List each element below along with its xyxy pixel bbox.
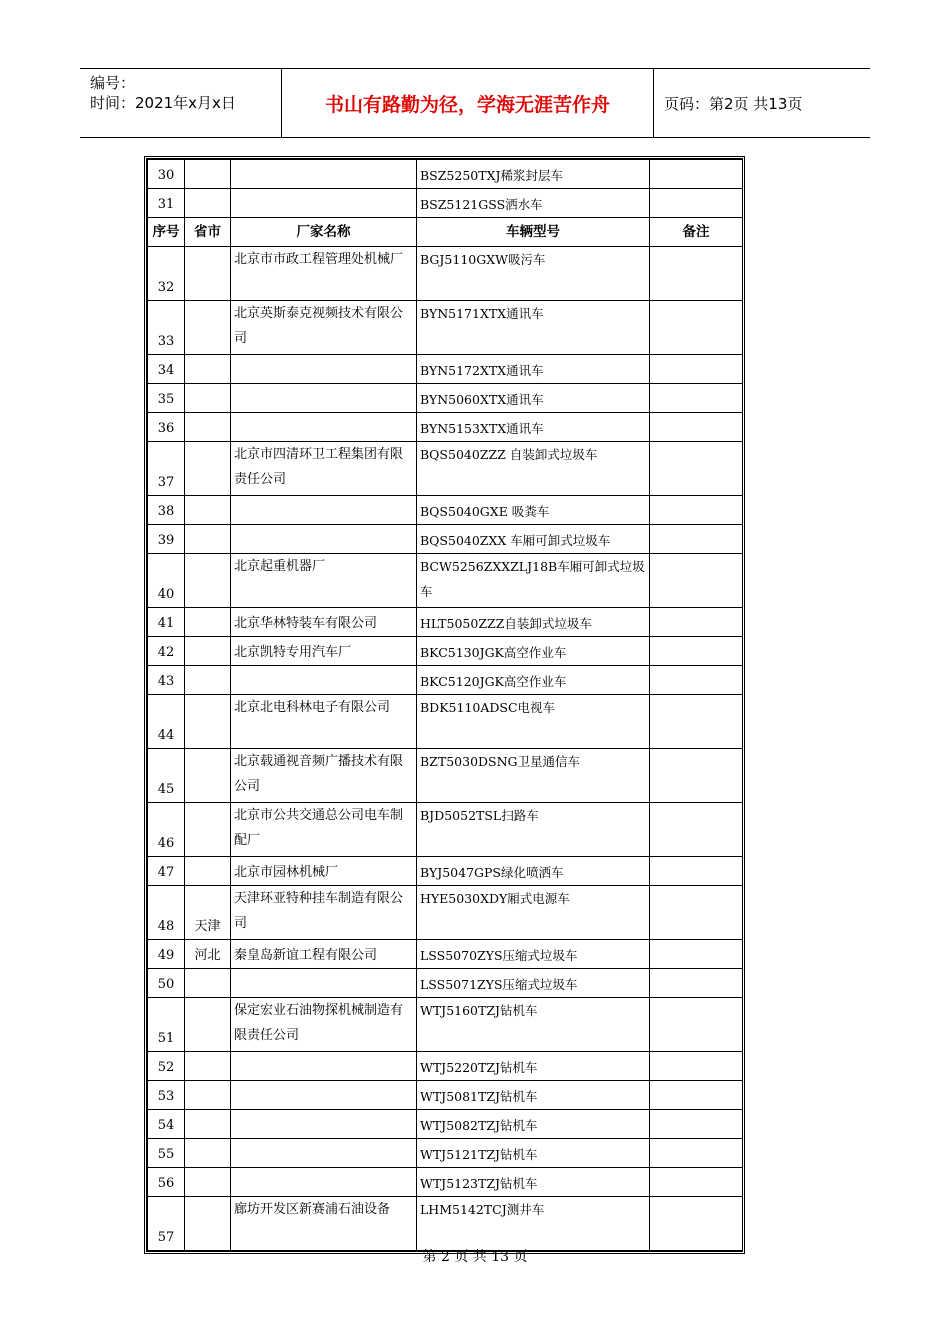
row-model: BSZ5250TXJ稀浆封层车: [417, 160, 650, 189]
row-model: BJD5052TSL扫路车: [417, 803, 650, 857]
row-note: [650, 969, 743, 998]
table-row: [148, 969, 743, 998]
row-model: BYN5171XTX通讯车: [417, 301, 650, 355]
table-row: [148, 608, 743, 637]
row-factory: 北京市公共交通总公司电车制配厂: [231, 803, 417, 857]
row-model: LHM5142TCJ测井车: [417, 1197, 650, 1251]
table-row: [148, 637, 743, 666]
table-row: [148, 525, 743, 554]
table-header-row: [148, 218, 743, 247]
row-province: [185, 749, 231, 803]
row-factory: [231, 969, 417, 998]
row-factory: [231, 1052, 417, 1081]
row-model: BSZ5121GSS洒水车: [417, 189, 650, 218]
row-province: [185, 301, 231, 355]
row-number: 36: [148, 413, 185, 442]
row-note: [650, 1168, 743, 1197]
row-number: 55: [148, 1139, 185, 1168]
row-factory: [231, 525, 417, 554]
row-factory: [231, 413, 417, 442]
row-number: 43: [148, 666, 185, 695]
row-number: 49: [148, 940, 185, 969]
row-number: 40: [148, 554, 185, 608]
row-model: WTJ5121TZJ钻机车: [417, 1139, 650, 1168]
row-province: [185, 1081, 231, 1110]
row-note: [650, 1110, 743, 1139]
row-factory: [231, 666, 417, 695]
row-factory: 北京华林特装车有限公司: [231, 608, 417, 637]
row-factory: 北京起重机器厂: [231, 554, 417, 608]
row-note: [650, 886, 743, 940]
table-body: [148, 160, 743, 1251]
row-number: 38: [148, 496, 185, 525]
row-note: [650, 247, 743, 301]
row-province: [185, 160, 231, 189]
table-row: [148, 554, 743, 608]
row-province: [185, 969, 231, 998]
row-model: BKC5130JGK高空作业车: [417, 637, 650, 666]
row-model: BDK5110ADSC电视车: [417, 695, 650, 749]
row-model: BQS5040ZXX 车厢可卸式垃圾车: [417, 525, 650, 554]
row-note: [650, 1139, 743, 1168]
row-number: 46: [148, 803, 185, 857]
row-number: 30: [148, 160, 185, 189]
column-header: 车辆型号: [417, 218, 650, 247]
row-model: WTJ5220TZJ钻机车: [417, 1052, 650, 1081]
row-province: [185, 189, 231, 218]
vehicle-table: [147, 159, 743, 1251]
row-note: [650, 189, 743, 218]
row-factory: [231, 384, 417, 413]
row-note: [650, 301, 743, 355]
row-factory: 北京市四清环卫工程集团有限责任公司: [231, 442, 417, 496]
row-number: 47: [148, 857, 185, 886]
page-header: [80, 68, 870, 138]
row-factory: 北京北电科林电子有限公司: [231, 695, 417, 749]
row-model: BYJ5047GPS绿化喷洒车: [417, 857, 650, 886]
vehicle-table-wrapper: [144, 156, 745, 1254]
row-number: 34: [148, 355, 185, 384]
row-note: [650, 442, 743, 496]
row-model: WTJ5123TZJ钻机车: [417, 1168, 650, 1197]
row-province: [185, 384, 231, 413]
table-row: [148, 1168, 743, 1197]
row-number: 41: [148, 608, 185, 637]
row-model: HLT5050ZZZ自装卸式垃圾车: [417, 608, 650, 637]
row-model: WTJ5160TZJ钻机车: [417, 998, 650, 1052]
header-meta: [80, 69, 282, 137]
row-model: LSS5071ZYS压缩式垃圾车: [417, 969, 650, 998]
table-row: [148, 1139, 743, 1168]
table-row: [148, 886, 743, 940]
table-row: [148, 998, 743, 1052]
row-note: [650, 695, 743, 749]
row-model: BYN5060XTX通讯车: [417, 384, 650, 413]
row-note: [650, 608, 743, 637]
row-province: [185, 637, 231, 666]
row-model: WTJ5081TZJ钻机车: [417, 1081, 650, 1110]
row-province: [185, 496, 231, 525]
row-province: [185, 413, 231, 442]
row-number: 35: [148, 384, 185, 413]
row-number: 48: [148, 886, 185, 940]
row-model: HYE5030XDY厢式电源车: [417, 886, 650, 940]
row-model: BQS5040GXE 吸粪车: [417, 496, 650, 525]
row-factory: [231, 189, 417, 218]
row-factory: 秦皇岛新谊工程有限公司: [231, 940, 417, 969]
table-row: [148, 189, 743, 218]
table-row: [148, 1197, 743, 1251]
row-note: [650, 857, 743, 886]
row-province: [185, 1052, 231, 1081]
row-note: [650, 1197, 743, 1251]
row-model: BZT5030DSNG卫星通信车: [417, 749, 650, 803]
row-number: 50: [148, 969, 185, 998]
row-note: [650, 1052, 743, 1081]
row-factory: 保定宏业石油物探机械制造有限责任公司: [231, 998, 417, 1052]
row-factory: [231, 1168, 417, 1197]
row-number: 53: [148, 1081, 185, 1110]
row-model: BCW5256ZXXZLJ18B车厢可卸式垃圾车: [417, 554, 650, 608]
row-note: [650, 355, 743, 384]
row-province: [185, 554, 231, 608]
header-page-info: 页码：第2页 共13页: [664, 94, 803, 113]
row-note: [650, 160, 743, 189]
row-province: 河北: [185, 940, 231, 969]
row-note: [650, 384, 743, 413]
row-factory: [231, 160, 417, 189]
header-motto: 书山有路勤为径，学海无涯苦作舟: [282, 69, 654, 137]
code-label: 编号：: [90, 74, 136, 92]
row-factory: 北京载通视音频广播技术有限公司: [231, 749, 417, 803]
row-factory: 北京市园林机械厂: [231, 857, 417, 886]
row-factory: [231, 1081, 417, 1110]
row-factory: [231, 496, 417, 525]
row-number: 54: [148, 1110, 185, 1139]
row-model: BKC5120JGK高空作业车: [417, 666, 650, 695]
row-factory: 廊坊开发区新赛浦石油设备: [231, 1197, 417, 1251]
row-province: [185, 1110, 231, 1139]
row-province: [185, 998, 231, 1052]
row-note: [650, 1081, 743, 1110]
row-factory: 北京市市政工程管理处机械厂: [231, 247, 417, 301]
row-province: [185, 695, 231, 749]
table-row: [148, 803, 743, 857]
table-row: [148, 1110, 743, 1139]
row-model: BYN5153XTX通讯车: [417, 413, 650, 442]
row-note: [650, 803, 743, 857]
row-number: 45: [148, 749, 185, 803]
column-header: 备注: [650, 218, 743, 247]
row-province: [185, 247, 231, 301]
row-note: [650, 637, 743, 666]
column-header: 省市: [185, 218, 231, 247]
row-factory: 天津环亚特种挂车制造有限公司: [231, 886, 417, 940]
row-number: 44: [148, 695, 185, 749]
row-province: [185, 1168, 231, 1197]
table-row: [148, 160, 743, 189]
table-row: [148, 1081, 743, 1110]
row-number: 37: [148, 442, 185, 496]
table-row: [148, 247, 743, 301]
row-model: LSS5070ZYS压缩式垃圾车: [417, 940, 650, 969]
row-note: [650, 525, 743, 554]
row-note: [650, 940, 743, 969]
row-province: [185, 803, 231, 857]
row-province: [185, 1139, 231, 1168]
row-number: 42: [148, 637, 185, 666]
table-row: [148, 666, 743, 695]
table-row: [148, 857, 743, 886]
table-row: [148, 301, 743, 355]
column-header: 厂家名称: [231, 218, 417, 247]
row-note: [650, 749, 743, 803]
row-province: [185, 608, 231, 637]
page-footer: 第 2 页 共 13 页: [422, 1249, 528, 1265]
table-row: [148, 1052, 743, 1081]
row-factory: [231, 355, 417, 384]
row-note: [650, 666, 743, 695]
row-number: 57: [148, 1197, 185, 1251]
table-row: [148, 940, 743, 969]
table-row: [148, 496, 743, 525]
row-province: [185, 666, 231, 695]
row-province: [185, 857, 231, 886]
row-factory: 北京英斯泰克视频技术有限公司: [231, 301, 417, 355]
row-province: [185, 1197, 231, 1251]
row-number: 52: [148, 1052, 185, 1081]
row-model: BYN5172XTX通讯车: [417, 355, 650, 384]
row-model: BGJ5110GXW吸污车: [417, 247, 650, 301]
row-province: [185, 355, 231, 384]
row-note: [650, 998, 743, 1052]
row-model: BQS5040ZZZ 自装卸式垃圾车: [417, 442, 650, 496]
row-note: [650, 496, 743, 525]
table-row: [148, 384, 743, 413]
row-factory: 北京凯特专用汽车厂: [231, 637, 417, 666]
row-number: 33: [148, 301, 185, 355]
row-province: [185, 442, 231, 496]
row-number: 39: [148, 525, 185, 554]
row-number: 56: [148, 1168, 185, 1197]
table-row: [148, 355, 743, 384]
row-factory: [231, 1110, 417, 1139]
table-row: [148, 442, 743, 496]
row-province: 天津: [185, 886, 231, 940]
row-province: [185, 525, 231, 554]
row-number: 32: [148, 247, 185, 301]
row-factory: [231, 1139, 417, 1168]
table-row: [148, 749, 743, 803]
row-number: 51: [148, 998, 185, 1052]
row-number: 31: [148, 189, 185, 218]
row-note: [650, 413, 743, 442]
column-header: 序号: [148, 218, 185, 247]
time-label: 时间：2021年x月x日: [90, 94, 236, 112]
table-row: [148, 695, 743, 749]
row-note: [650, 554, 743, 608]
row-model: WTJ5082TZJ钻机车: [417, 1110, 650, 1139]
table-row: [148, 413, 743, 442]
